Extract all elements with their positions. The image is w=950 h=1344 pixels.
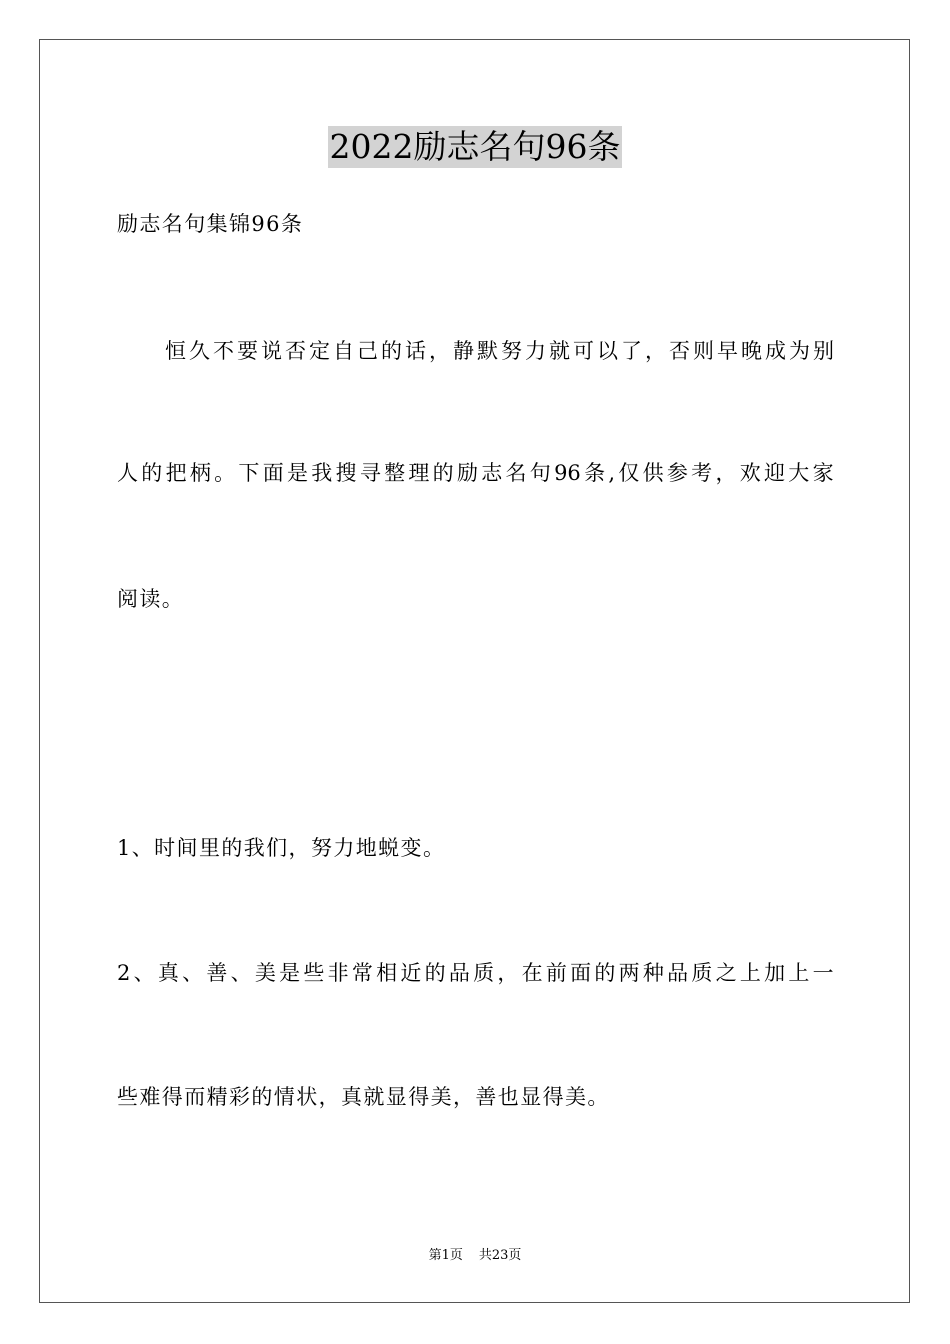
- text-segment: 前: [545, 961, 567, 985]
- text-segment: 美: [254, 961, 276, 985]
- text-segment: 是: [279, 961, 301, 985]
- text-segment: 自: [333, 339, 354, 363]
- document-title: 2022励志名句96条: [329, 127, 621, 166]
- text-segment: 话: [405, 339, 426, 363]
- text-segment: 则: [693, 339, 714, 363]
- text-segment: 在: [521, 961, 543, 985]
- page-number: 第1页: [428, 1248, 463, 1263]
- text-segment: 考: [691, 461, 713, 485]
- text-segment: 欢: [739, 461, 761, 485]
- document-subtitle: 励志名句集锦96条: [117, 212, 304, 236]
- text-segment: 以: [597, 339, 618, 363]
- text-segment: 参: [666, 461, 688, 485]
- text-segment: 否: [669, 339, 690, 363]
- text-segment: ，: [715, 461, 737, 485]
- text-segment: 人: [117, 461, 138, 485]
- text-segment: 理: [408, 461, 430, 485]
- text-segment: 寻: [359, 461, 381, 485]
- text-segment: 早: [717, 339, 738, 363]
- text-segment: 家: [812, 461, 834, 485]
- text-segment: 常: [351, 961, 373, 985]
- text-segment: 整: [384, 461, 406, 485]
- text-segment: 静: [453, 339, 474, 363]
- text-segment: 久: [189, 339, 210, 363]
- text-segment: 的: [141, 461, 163, 485]
- intro-line-3: 阅读。: [117, 587, 185, 611]
- text-segment: 我: [311, 461, 333, 485]
- text-segment: 96: [554, 461, 581, 485]
- page-total: 共23页: [478, 1248, 522, 1263]
- text-segment: 一: [812, 961, 834, 985]
- text-segment: 。: [214, 461, 236, 485]
- text-segment: 、: [133, 961, 155, 985]
- text-segment: 说: [261, 339, 282, 363]
- text-segment: 为: [789, 339, 810, 363]
- text-segment: 善: [206, 961, 228, 985]
- text-segment: 2: [117, 961, 131, 985]
- text-segment: 面: [570, 961, 592, 985]
- text-segment: 的: [381, 339, 402, 363]
- text-segment: 大: [788, 461, 810, 485]
- text-segment: 的: [432, 461, 454, 485]
- quote-item-2-line-1: [117, 958, 834, 988]
- text-segment: 不: [213, 339, 234, 363]
- text-segment: 别: [813, 339, 834, 363]
- text-segment: 励: [456, 461, 478, 485]
- text-segment: 之: [715, 961, 737, 985]
- text-segment: 迎: [764, 461, 786, 485]
- text-segment: 己: [357, 339, 378, 363]
- text-segment: 种: [642, 961, 664, 985]
- text-segment: 成: [765, 339, 786, 363]
- text-segment: 是: [286, 461, 308, 485]
- quote-item-2-line-2: 些难得而精彩的情状，真就显得美，善也显得美。: [117, 1085, 610, 1109]
- text-segment: 仅: [618, 461, 640, 485]
- text-segment: ，: [645, 339, 666, 363]
- text-segment: 些: [303, 961, 325, 985]
- text-segment: 默: [477, 339, 498, 363]
- text-segment: 供: [642, 461, 664, 485]
- text-segment: 品: [448, 961, 470, 985]
- text-segment: 了: [621, 339, 642, 363]
- text-segment: 晚: [741, 339, 762, 363]
- text-segment: 近: [400, 961, 422, 985]
- text-segment: ，: [429, 339, 450, 363]
- text-segment: 力: [525, 339, 546, 363]
- text-segment: ，: [497, 961, 519, 985]
- text-segment: 柄: [189, 461, 211, 485]
- text-segment: 努: [501, 339, 522, 363]
- text-segment: 定: [309, 339, 330, 363]
- text-segment: 加: [764, 961, 786, 985]
- quote-item-1: 1、时间里的我们，努力地蜕变。: [117, 836, 446, 860]
- text-segment: 可: [573, 339, 594, 363]
- text-segment: 质: [473, 961, 495, 985]
- text-segment: 下: [238, 461, 260, 485]
- text-segment: 上: [788, 961, 810, 985]
- text-segment: 志: [481, 461, 503, 485]
- text-segment: 两: [618, 961, 640, 985]
- text-segment: 就: [549, 339, 570, 363]
- text-segment: 名: [505, 461, 527, 485]
- text-segment: 的: [424, 961, 446, 985]
- text-segment: 要: [237, 339, 258, 363]
- text-segment: ,: [608, 461, 616, 485]
- text-segment: 、: [230, 961, 252, 985]
- title-container: [0, 126, 950, 168]
- text-segment: 恒: [165, 339, 186, 363]
- page-footer: [0, 1247, 950, 1265]
- text-segment: 把: [165, 461, 187, 485]
- text-segment: 的: [594, 961, 616, 985]
- text-segment: 上: [739, 961, 761, 985]
- text-segment: 否: [285, 339, 306, 363]
- text-segment: 品: [667, 961, 689, 985]
- text-segment: 句: [529, 461, 551, 485]
- text-segment: 搜: [335, 461, 357, 485]
- intro-line-1: [165, 336, 834, 366]
- text-segment: 相: [376, 961, 398, 985]
- text-segment: 真: [157, 961, 179, 985]
- text-segment: 、: [182, 961, 204, 985]
- text-segment: 面: [262, 461, 284, 485]
- text-segment: 质: [691, 961, 713, 985]
- intro-line-2: [117, 458, 834, 488]
- text-segment: 条: [584, 461, 606, 485]
- text-segment: 非: [327, 961, 349, 985]
